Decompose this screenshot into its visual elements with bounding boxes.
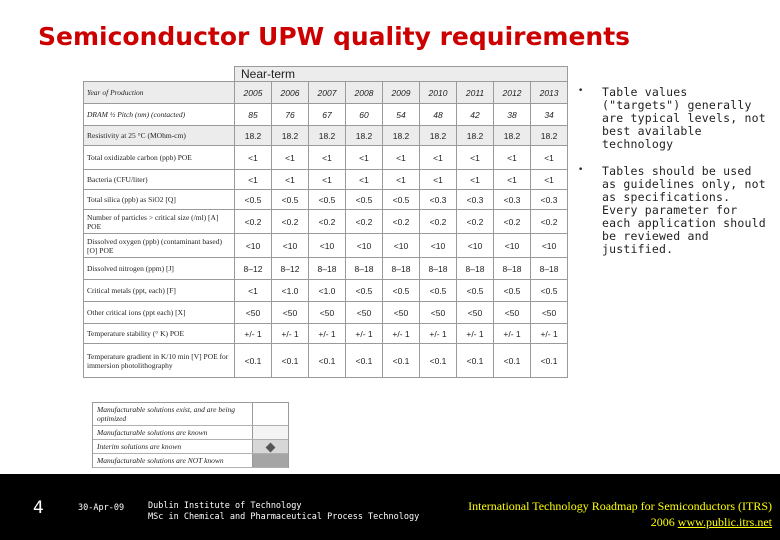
table-cell: 38 [494,104,531,126]
table-cell: <0.1 [309,344,346,378]
row-label: Year of Production [84,82,235,104]
table-cell: <0.5 [272,190,309,210]
table-cell: +/- 1 [346,324,383,344]
table-row [84,170,568,190]
table-cell: <10 [531,234,568,258]
table-cell: <1 [346,146,383,170]
table-cell: <0.5 [346,280,383,302]
bullet-item [572,165,772,256]
row-label: Bacteria (CFU/liter) [84,170,235,190]
row-label: Other critical ions (ppt each) [X] [84,302,235,324]
table-cell: <1 [272,146,309,170]
table-cell: +/- 1 [531,324,568,344]
table-cell: +/- 1 [457,324,494,344]
table-cell: <1 [494,146,531,170]
table-cell: <1 [420,146,457,170]
table-row [84,82,568,104]
table-cell: <50 [235,302,272,324]
footer-institute [148,501,419,523]
table-cell: 8–18 [383,258,420,280]
legend-swatch [252,440,288,453]
table-row [84,104,568,126]
table-cell: <0.5 [457,280,494,302]
table-row [84,280,568,302]
table-cell: +/- 1 [420,324,457,344]
table-cell: <10 [383,234,420,258]
table-cell: <0.2 [494,210,531,234]
legend-label: Manufacturable solutions are NOT known [97,456,224,465]
table-cell: <50 [383,302,420,324]
table-cell: <0.2 [383,210,420,234]
table-cell: <50 [457,302,494,324]
row-label: Total silica (ppb) as SiO2 [Q] [84,190,235,210]
table-cell: 2010 [420,82,457,104]
table-cell: <0.1 [272,344,309,378]
slide-title: Semiconductor UPW quality requirements [38,22,631,51]
table-cell: <0.5 [383,190,420,210]
table-cell: <1 [235,280,272,302]
page-number: 4 [33,498,44,518]
table-cell: <0.1 [420,344,457,378]
table-cell: 2012 [494,82,531,104]
legend-swatch [252,454,288,467]
table-cell: 60 [346,104,383,126]
table-cell: 8–18 [309,258,346,280]
bullet-text: Tables should be used as guidelines only, not as specifications. Every parameter for each application should be reviewed and justified. [602,164,766,256]
table-cell: <0.5 [383,280,420,302]
table-cell: <0.1 [383,344,420,378]
table-cell: 2008 [346,82,383,104]
table-cell: <50 [420,302,457,324]
table-cell: <0.3 [531,190,568,210]
table-cell: 2009 [383,82,420,104]
table-cell: <50 [309,302,346,324]
table-cell: <1.0 [309,280,346,302]
table-row [84,210,568,234]
table-cell: <1.0 [272,280,309,302]
table-cell: <0.2 [457,210,494,234]
table-cell: <1 [235,146,272,170]
table-cell: <0.2 [309,210,346,234]
table-cell: <0.5 [494,280,531,302]
table-cell: <0.3 [494,190,531,210]
table-cell: <10 [346,234,383,258]
table-cell: 18.2 [494,126,531,146]
table-row [84,234,568,258]
table-cell: <10 [235,234,272,258]
legend-item [93,403,288,426]
table-cell: <0.2 [235,210,272,234]
footer-source [468,498,772,530]
notes-bullets [572,86,772,270]
table-cell: <1 [494,170,531,190]
table-cell: <0.2 [420,210,457,234]
table-cell: 8–18 [531,258,568,280]
table-cell: 2006 [272,82,309,104]
table-cell: <10 [494,234,531,258]
upw-requirements-table [83,66,568,378]
table-cell: 8–12 [235,258,272,280]
table-cell: <1 [383,146,420,170]
table-cell: <0.5 [309,190,346,210]
table-cell: 8–18 [457,258,494,280]
table-cell: +/- 1 [309,324,346,344]
table-cell: <0.2 [272,210,309,234]
table-cell: <50 [494,302,531,324]
table-cell: 48 [420,104,457,126]
table-cell: <1 [272,170,309,190]
table-cell: <0.5 [235,190,272,210]
table-cell: <0.2 [531,210,568,234]
table-cell: 8–18 [346,258,383,280]
source-year: 2006 [650,515,675,529]
table-cell: 18.2 [235,126,272,146]
row-label: Number of particles > critical size (/ml) [A] POE [84,210,235,234]
table-cell: <1 [457,146,494,170]
table-cell: <50 [272,302,309,324]
table-row [84,324,568,344]
table-cell: +/- 1 [235,324,272,344]
table-cell: <0.1 [457,344,494,378]
diamond-icon [266,443,276,453]
table-cell: 42 [457,104,494,126]
legend-label: Interim solutions are known [97,442,182,451]
table-cell: 18.2 [420,126,457,146]
table-cell: 8–12 [272,258,309,280]
table-cell: <0.3 [420,190,457,210]
legend-item [93,454,288,468]
legend-swatch [252,426,288,439]
table-cell: <1 [457,170,494,190]
table-cell: <1 [420,170,457,190]
row-label: Critical metals (ppt, each) [F] [84,280,235,302]
slide-footer [0,474,780,540]
table-cell: <1 [309,170,346,190]
table-cell: +/- 1 [272,324,309,344]
legend-label: Manufacturable solutions are known [97,428,208,437]
bullet-text: Table values ("targets") generally are typical levels, not best available technology [602,85,766,151]
table-cell: <10 [457,234,494,258]
bullet-dot-icon: • [578,165,584,175]
table-cell: <1 [531,146,568,170]
row-label: Dissolved nitrogen (ppm) [J] [84,258,235,280]
table-cell: <0.5 [531,280,568,302]
table-cell: 2011 [457,82,494,104]
table-cell: <1 [383,170,420,190]
table-cell: <50 [346,302,383,324]
table-cell: <1 [235,170,272,190]
table-row [84,126,568,146]
table-row [84,302,568,324]
table-cell: 18.2 [272,126,309,146]
row-label: Temperature stability (° K) POE [84,324,235,344]
course-name: MSc in Chemical and Pharmaceutical Process Technology [148,512,420,522]
row-label: Dissolved oxygen (ppb) (contaminant based) [O] POE [84,234,235,258]
table-cell: <1 [309,146,346,170]
table-cell: 18.2 [531,126,568,146]
row-label: DRAM ½ Pitch (nm) (contacted) [84,104,235,126]
table-row [84,146,568,170]
table-cell: +/- 1 [383,324,420,344]
table-cell: <0.1 [531,344,568,378]
source-title: International Technology Roadmap for Semiconductors (ITRS) [468,499,772,513]
row-label: Total oxidizable carbon (ppb) POE [84,146,235,170]
table-row [84,258,568,280]
table-cell: 18.2 [346,126,383,146]
table-row [84,190,568,210]
institute-name: Dublin Institute of Technology [148,501,302,511]
table-cell: <0.5 [346,190,383,210]
table-cell: <50 [531,302,568,324]
legend-item [93,426,288,440]
table-corner [84,67,235,82]
table-body [84,82,568,378]
table-cell: 34 [531,104,568,126]
table-cell: <0.5 [420,280,457,302]
table-cell: <1 [346,170,383,190]
table-cell: <10 [420,234,457,258]
table-cell: <1 [531,170,568,190]
table-cell: 18.2 [457,126,494,146]
row-label: Temperature gradient in K/10 min [V] POE for immersion photolithography [84,344,235,378]
table-cell: 8–18 [420,258,457,280]
table-cell: 2013 [531,82,568,104]
table-cell: <0.3 [457,190,494,210]
bullet-dot-icon: • [578,86,584,96]
table-cell: 85 [235,104,272,126]
row-label: Resistivity at 25 °C (MOhm-cm) [84,126,235,146]
legend-label: Manufacturable solutions exist, and are being optimized [97,405,236,423]
table-cell: 18.2 [309,126,346,146]
source-line [468,514,772,530]
table-cell: 2007 [309,82,346,104]
legend-swatch [252,403,288,425]
technology-legend [92,402,289,468]
table-cell: 67 [309,104,346,126]
table-cell: <10 [309,234,346,258]
legend-item [93,440,288,454]
table-cell: <0.1 [494,344,531,378]
footer-date: 30-Apr-09 [78,503,125,513]
table-cell: 76 [272,104,309,126]
table-cell: <10 [272,234,309,258]
table-cell: <0.1 [346,344,383,378]
table-cell: +/- 1 [494,324,531,344]
bullet-item [572,86,772,151]
table-cell: <0.2 [346,210,383,234]
table-cell: <0.1 [235,344,272,378]
table-cell: 54 [383,104,420,126]
source-link[interactable]: www.public.itrs.net [677,515,772,529]
table-cell: 18.2 [383,126,420,146]
table-row [84,344,568,378]
near-term-header: Near-term [235,67,568,82]
table-cell: 2005 [235,82,272,104]
table-cell: 8–18 [494,258,531,280]
